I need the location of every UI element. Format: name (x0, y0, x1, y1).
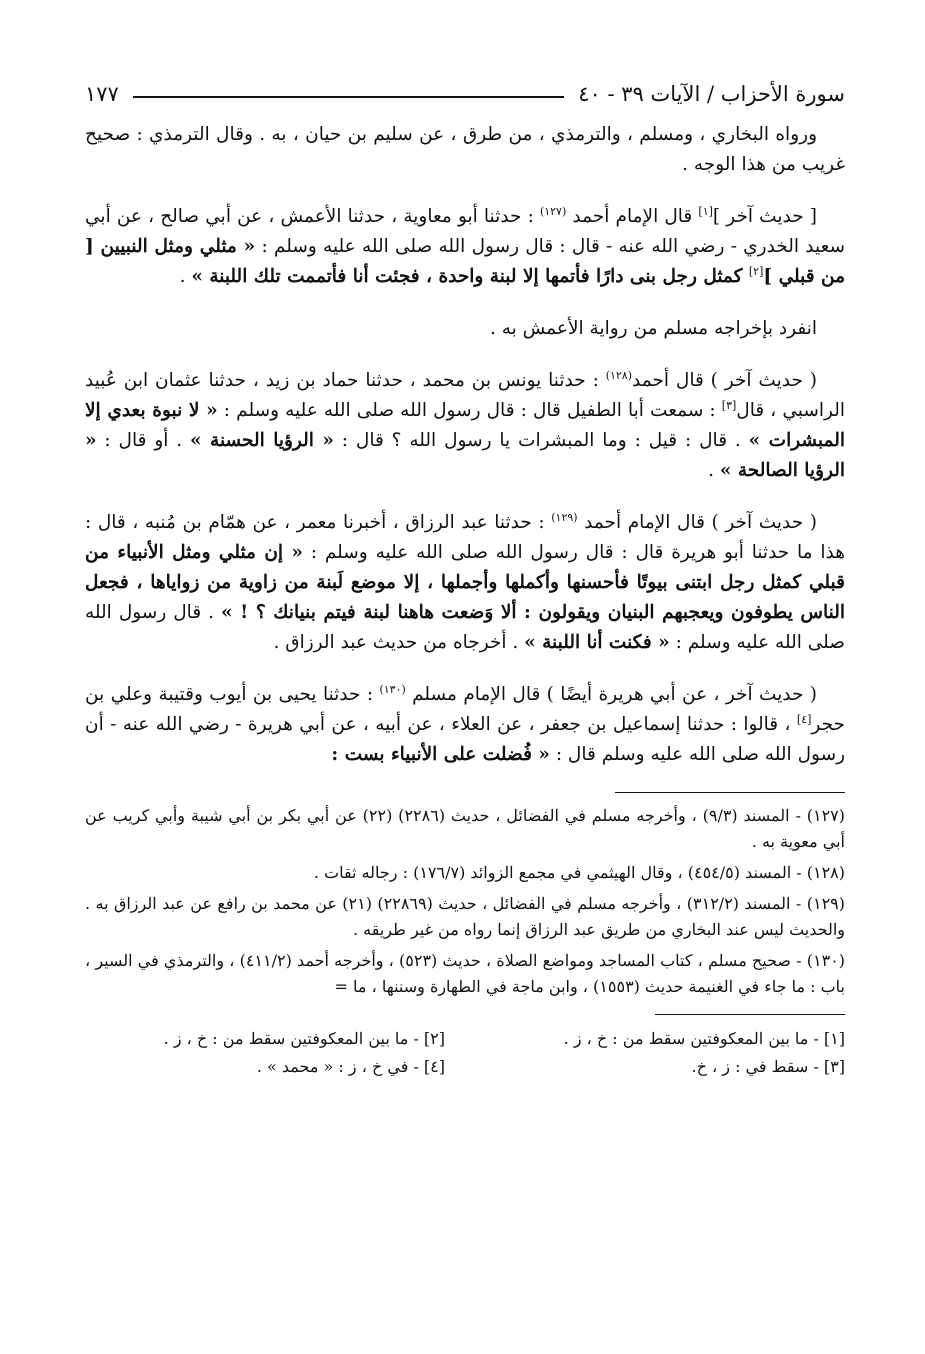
footnote: (١٢٩) - المسند (٣١٢/٢) ، وأخرجه مسلم في الفضائل ، حديث (٢٢٨٦٩) (٢١) عن محمد بن رافع عن عبد الرزاق به . والحديث ليس عند البخاري من طريق عبد الرزاق إنما رواه من غير طريقه . (85, 894, 846, 939)
footnote: (١٣٠) - صحيح مسلم ، كتاب المساجد ومواضع الصلاة ، حديث (٥٢٣) ، وأخرجه أحمد (٤١١/٢) ، والترمذي في السير ، باب : ما جاء في الغنيمة حديث (١٥٥٣) ، وابن ماجة في الطهارة وسننها ، ما = (85, 951, 846, 996)
hadith-text: كمثل رجل بنى دارًا فأتمها إلا لبنة واحدة ، فجئت أنا فأتممت تلك اللبنة » (191, 266, 749, 287)
running-header (85, 72, 845, 106)
note-ref: [٢] (748, 264, 764, 278)
notes-divider (655, 1014, 845, 1015)
running-title: سورة الأحزاب / الآيات ٣٩ - ٤٠ (578, 82, 845, 106)
paragraph-2: [ حديث آخر ][١] قال الإمام أحمد $^{(١٢٧)}$ : حدثنا أبو معاوية ، حدثنا الأعمش ، عن أبي صالح ، عن أبي سعيد الخدري - رضي الله عنه - قال : قال رسول الله صلى الله عليه وسلم : « مثلي ومثل النبيين [ من قبلي ][٢] كمثل رجل بنى دارًا فأتمها إلا لبنة واحدة ، فجئت أنا فأتممت تلك اللبنة » . (85, 204, 845, 287)
footnote-ref: (١٢٩) (551, 510, 578, 524)
paragraph-3: انفرد بإخراجه مسلم من رواية الأعمش به . (489, 318, 817, 339)
paragraph-6: ( حديث آخر ، عن أبي هريرة أيضًا ) قال الإمام مسلم $^{(١٣٠)}$ : حدثنا يحيى بن أيوب وقتيبة وعلي بن حجر[٤] ، قالوا : حدثنا إسماعيل بن جعفر ، عن العلاء ، عن أبيه ، عن أبي هريرة - رضي الله عنه - أن رسول الله صلى الله عليه وسلم قال : « فُضلت على الأنبياء بست : (85, 682, 845, 765)
hadith-text: « الرؤيا الصالحة » (85, 430, 845, 481)
paragraph-1: ورواه البخاري ، ومسلم ، والترمذي ، من طرق ، عن سليم بن حيان ، به . وقال الترمذي : صحيح غريب من هذا الوجه . (85, 124, 845, 175)
hadith-text: « مثلي ومثل النبيين [ من قبلي ] (85, 236, 845, 287)
footnote: (١٢٧) - المسند (٩/٣) ، وأخرجه مسلم في الفضائل ، حديث (٢٢٨٦) (٢٢) عن أبي بكر بن أبي شيبة وأبي كريب عن أبي معوية به . (85, 806, 845, 851)
note-ref: [٣] (721, 398, 737, 412)
note-ref: [١] (698, 204, 713, 218)
book-page (85, 72, 845, 1081)
paragraph-5: ( حديث آخر ) قال الإمام أحمد $^{(١٢٩)}$ : حدثنا عبد الرزاق ، أخبرنا معمر ، عن همّام بن مُنبه ، قال : هذا ما حدثنا أبو هريرة قال : قال رسول الله صلى الله عليه وسلم : « إن مثلي ومثل الأنبياء من قبلي كمثل رجل ابتنى بيوتًا فأحسنها وأكملها وأجملها ، إلا موضع لَبنة من زاوية من زواياها ، فجعل الناس يطوفون ويعجبهم البنيان ويقولون : ألا وَضعت هاهنا لبنة فيتم بنيانك ؟ ! » . قال رسول الله صلى الله عليه وسلم : « فكنت أنا اللبنة » . أخرجاه من حديث عبد الرزاق . (85, 510, 846, 653)
hadith-text: « فُضلت على الأنبياء بست : (331, 744, 550, 765)
editorial-note: [٤] - في خ ، ز : « محمد » . (256, 1057, 445, 1076)
footnote-divider (615, 792, 845, 793)
hadith-text: « الرؤيا الحسنة » (190, 430, 334, 451)
note-ref: [٤] (796, 712, 812, 726)
hadith-text: « لا نبوة بعدي إلا المبشرات » (85, 400, 845, 451)
page-number: ١٧٧ (85, 82, 119, 106)
editorial-notes (85, 1025, 845, 1081)
editorial-note: [٣] - سقط في : ز ، خ. (691, 1057, 845, 1076)
paragraph-4: ( حديث آخر ) قال أحمد$^{(١٢٨)}$ : حدثنا يونس بن محمد ، حدثنا حماد بن زيد ، حدثنا عثمان ابن عُبيد الراسبي ، قال[٣] : سمعت أبا الطفيل قال : قال رسول الله صلى الله عليه وسلم : « لا نبوة بعدي إلا المبشرات » . قال : قيل : وما المبشرات يا رسول الله ؟ قال : « الرؤيا الحسنة » . أو قال : « الرؤيا الصالحة » . (85, 368, 846, 481)
hadith-text: « فكنت أنا اللبنة » (524, 632, 670, 653)
footnote: (١٢٨) - المسند (٤٥٤/٥) ، وقال الهيثمي في مجمع الزوائد (١٧٦/٧) : رجاله ثقات . (313, 863, 845, 882)
footnote-ref: (١٣٠) (379, 682, 406, 696)
header-rule (133, 96, 564, 98)
footnote-ref: (١٢٧) (539, 204, 567, 218)
editorial-note: [١] - ما بين المعكوفتين سقط من : خ ، ز . (563, 1029, 845, 1048)
footnote-ref: (١٢٨) (605, 368, 633, 382)
hadith-text: « إن مثلي ومثل الأنبياء من قبلي كمثل رجل ابتنى بيوتًا فأحسنها وأكملها وأجملها ، إلا موضع لَبنة من زاوية من زواياها ، فجعل الناس يطوفون ويعجبهم البنيان ويقولون : ألا وَضعت هاهنا لبنة فيتم بنيانك ؟ ! » (85, 542, 846, 623)
editorial-note: [٢] - ما بين المعكوفتين سقط من : خ ، ز . (163, 1029, 445, 1048)
